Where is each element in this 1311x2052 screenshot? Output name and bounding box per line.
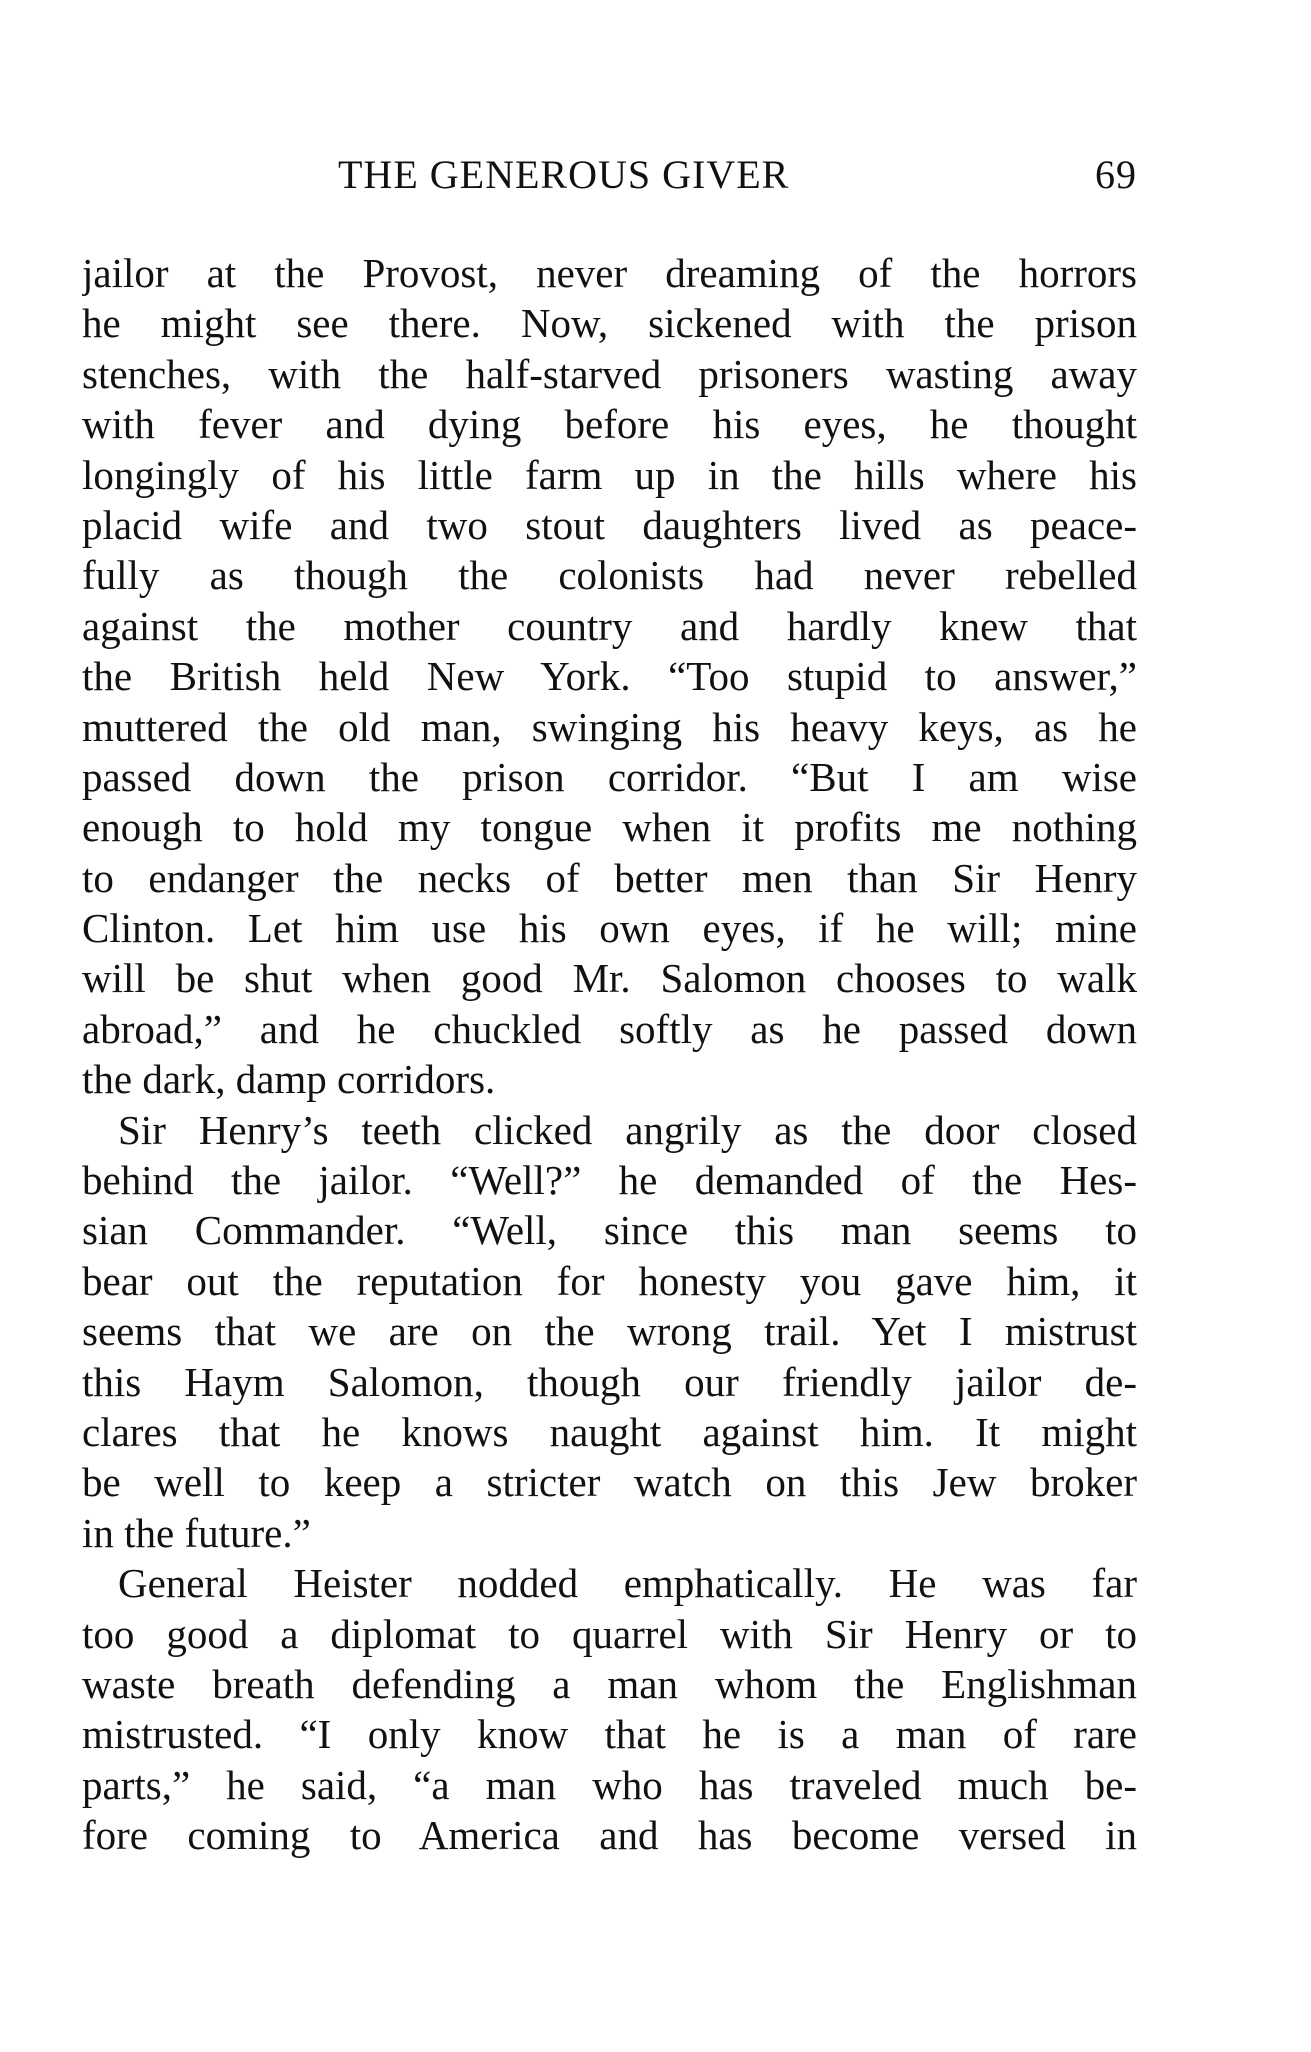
text-line: muttered the old man, swinging his heavy keys, as he (82, 703, 1137, 750)
text-line: placid wife and two stout daughters lived as peace- (82, 501, 1137, 548)
text-line: bear out the reputation for honesty you gave him, it (82, 1257, 1137, 1304)
text-line: this Haym Salomon, though our friendly jailor de- (82, 1358, 1137, 1405)
text-line: passed down the prison corridor. “But I am wise (82, 753, 1137, 800)
text-line: against the mother country and hardly knew that (82, 602, 1137, 649)
text-line: General Heister nodded emphatically. He was far (118, 1560, 1137, 1607)
text-line: clares that he knows naught against him. It might (82, 1408, 1137, 1455)
text-line: too good a diplomat to quarrel with Sir Henry or to (82, 1610, 1137, 1657)
text-line: behind the jailor. “Well?” he demanded of the Hes- (82, 1157, 1137, 1204)
text-line: in the future.” (82, 1509, 311, 1556)
body-text (82, 248, 1137, 1861)
text-line: Clinton. Let him use his own eyes, if he will; mine (82, 905, 1137, 952)
text-line: the British held New York. “Too stupid to answer,” (82, 653, 1137, 700)
text-line: sian Commander. “Well, since this man seems to (82, 1207, 1137, 1254)
text-line: he might see there. Now, sickened with the prison (82, 300, 1137, 347)
text-line: fore coming to America and has become versed in (82, 1812, 1137, 1859)
text-line: to endanger the necks of better men than Sir Henry (82, 854, 1137, 901)
text-line: abroad,” and he chuckled softly as he passed down (82, 1005, 1137, 1052)
text-line: parts,” he said, “a man who has traveled much be- (82, 1761, 1137, 1808)
text-line: seems that we are on the wrong trail. Yet I mistrust (82, 1308, 1137, 1355)
running-title: THE GENEROUS GIVER (338, 152, 790, 197)
text-line: mistrusted. “I only know that he is a man of rare (82, 1711, 1137, 1758)
text-line: with fever and dying before his eyes, he thought (82, 401, 1137, 448)
text-line: stenches, with the half-starved prisoners wasting away (82, 350, 1137, 397)
text-line: longingly of his little farm up in the hills where his (82, 451, 1137, 498)
text-line: fully as though the colonists had never rebelled (82, 552, 1137, 599)
text-line: the dark, damp corridors. (82, 1056, 496, 1103)
page-number: 69 (1095, 152, 1137, 197)
running-head (82, 150, 1137, 200)
text-line: jailor at the Provost, never dreaming of the horrors (82, 250, 1137, 296)
text-line: will be shut when good Mr. Salomon chooses to walk (82, 955, 1137, 1002)
text-line: enough to hold my tongue when it profits me nothing (82, 804, 1137, 851)
text-line: be well to keep a stricter watch on this Jew broker (82, 1459, 1137, 1506)
text-line: waste breath defending a man whom the Englishman (82, 1660, 1137, 1707)
text-line: Sir Henry’s teeth clicked angrily as the door closed (118, 1106, 1137, 1153)
